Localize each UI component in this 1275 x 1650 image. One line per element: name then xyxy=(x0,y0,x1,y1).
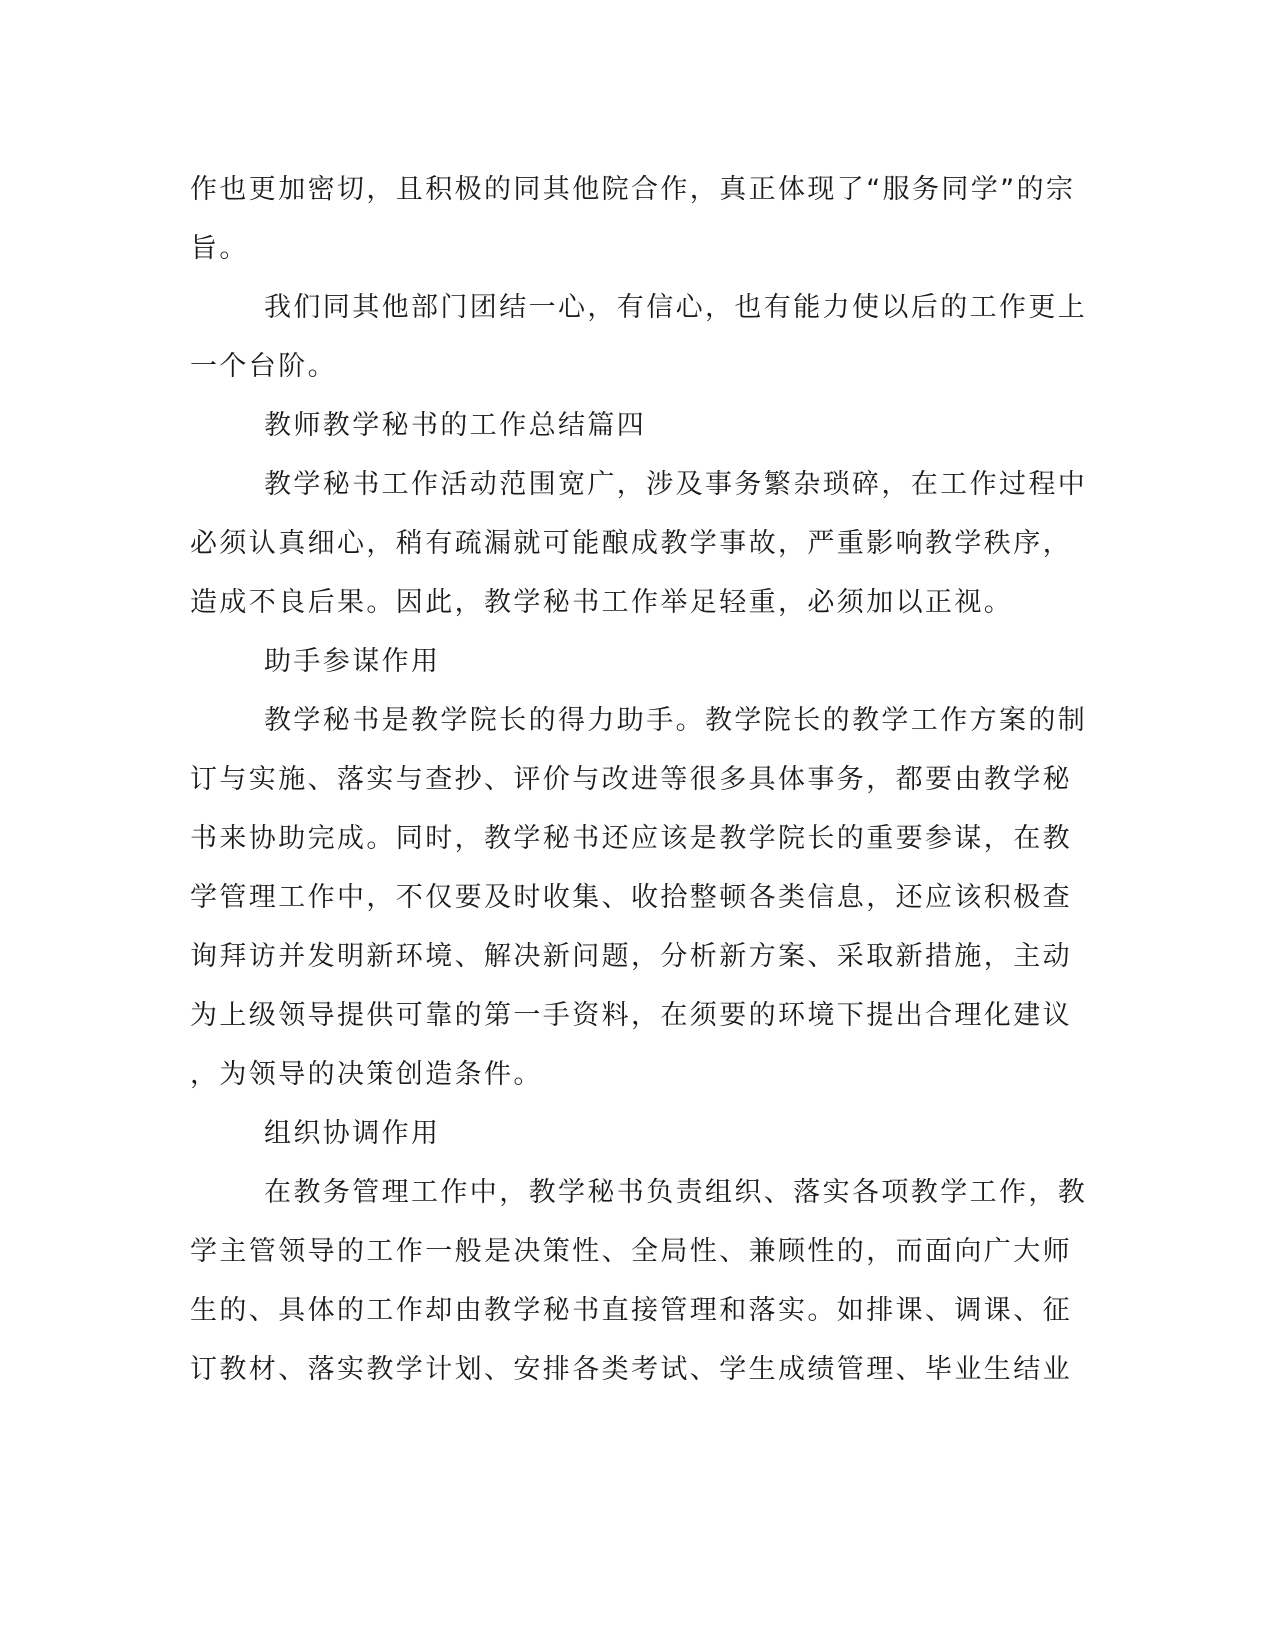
text-line: 询拜访并发明新环境、解决新问题，分析新方案、采取新措施，主动 xyxy=(190,941,1072,972)
text-line: 作也更加密切，且积极的同其他院合作，真正体现了“服务同学”的宗 xyxy=(190,174,1076,205)
section-heading: 教师教学秘书的工作总结篇四 xyxy=(264,410,647,441)
text-line: 在教务管理工作中，教学秘书负责组织、落实各项教学工作，教 xyxy=(264,1177,1088,1208)
text-line: 书来协助完成。同时，教学秘书还应该是教学院长的重要参谋，在教 xyxy=(190,823,1072,854)
text-line: 学管理工作中，不仅要及时收集、收拾整顿各类信息，还应该积极查 xyxy=(190,882,1072,913)
text-line: 我们同其他部门团结一心，有信心，也有能力使以后的工作更上 xyxy=(264,292,1088,323)
text-line: 订与实施、落实与查抄、评价与改进等很多具体事务，都要由教学秘 xyxy=(190,764,1072,795)
text-line: ，为领导的决策创造条件。 xyxy=(190,1059,543,1090)
text-line: 为上级领导提供可靠的第一手资料，在须要的环境下提出合理化建议 xyxy=(190,1000,1072,1031)
subsection-heading: 组织协调作用 xyxy=(264,1118,441,1149)
text-line: 学主管领导的工作一般是决策性、全局性、兼顾性的，而面向广大师 xyxy=(190,1236,1072,1267)
document-body xyxy=(190,160,1090,1399)
text-line: 一个台阶。 xyxy=(190,351,337,382)
text-line: 教学秘书工作活动范围宽广，涉及事务繁杂琐碎，在工作过程中 xyxy=(264,469,1088,500)
text-line: 教学秘书是教学院长的得力助手。教学院长的教学工作方案的制 xyxy=(264,705,1088,736)
text-line: 旨。 xyxy=(190,233,249,264)
text-line: 订教材、落实教学计划、安排各类考试、学生成绩管理、毕业生结业 xyxy=(190,1354,1072,1385)
text-line: 生的、具体的工作却由教学秘书直接管理和落实。如排课、调课、征 xyxy=(190,1295,1072,1326)
text-line: 造成不良后果。因此，教学秘书工作举足轻重，必须加以正视。 xyxy=(190,587,1014,618)
subsection-heading: 助手参谋作用 xyxy=(264,646,441,677)
text-line: 必须认真细心，稍有疏漏就可能酿成教学事故，严重影响教学秩序， xyxy=(190,528,1072,559)
